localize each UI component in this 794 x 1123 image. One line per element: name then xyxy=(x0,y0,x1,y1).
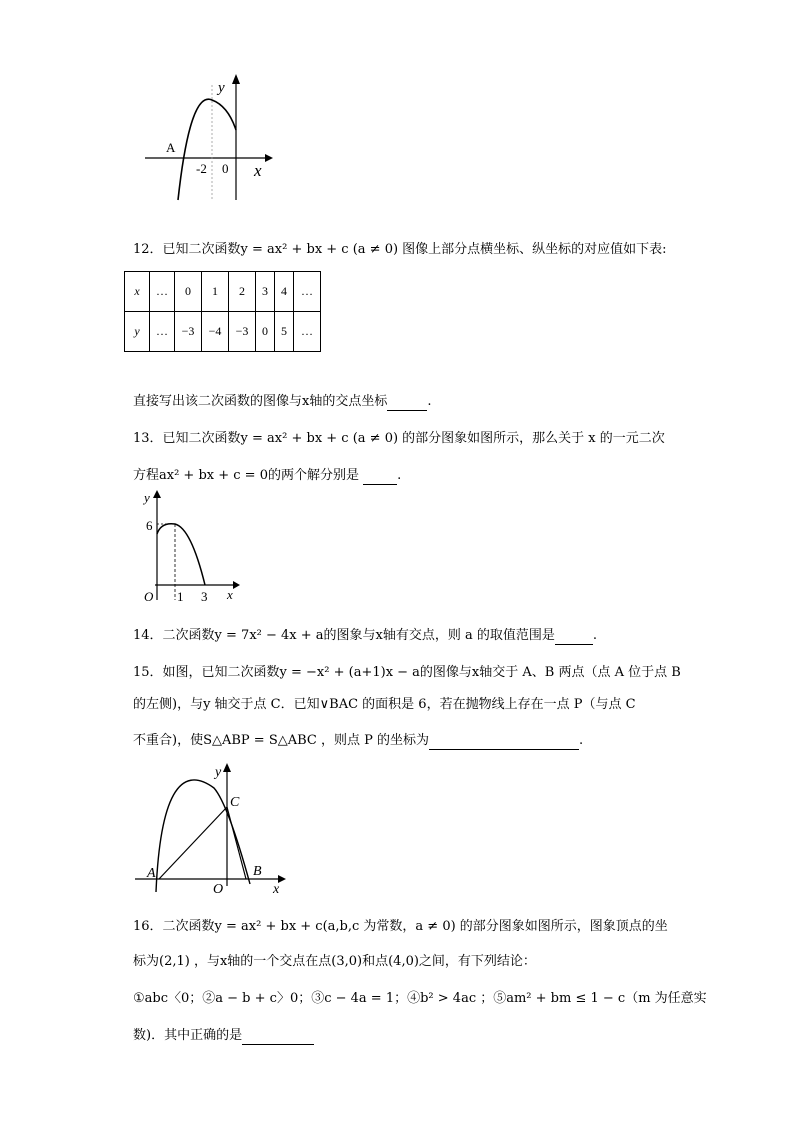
table-cell: 2 xyxy=(229,272,256,312)
q16-line4-text: 数)．其中正确的是 xyxy=(133,1028,243,1043)
q16-line2: 标为(2,1) ，与x轴的一个交点在点(3,0)和点(4,0)之间，有下列结论： xyxy=(133,954,536,969)
q14 xyxy=(133,627,597,645)
table-row-x xyxy=(125,272,321,312)
table-cell: −4 xyxy=(202,312,229,352)
graph2-x-arrow xyxy=(233,581,240,589)
table-cell: … xyxy=(294,272,321,312)
table-cell: y xyxy=(125,312,150,352)
period: . xyxy=(397,468,402,483)
answer-blank xyxy=(555,630,593,645)
graph-1 xyxy=(140,70,280,205)
graph3-point-c: C xyxy=(230,795,240,810)
graph-2 xyxy=(135,488,245,608)
table-cell: 0 xyxy=(256,312,275,352)
graph2-y-arrow xyxy=(153,490,161,498)
graph2-origin: O xyxy=(144,589,154,604)
graph3-x-label: x xyxy=(273,882,280,895)
table-cell: … xyxy=(294,312,321,352)
table-cell: 1 xyxy=(202,272,229,312)
period: . xyxy=(579,733,584,748)
graph2-x-label: x xyxy=(227,587,233,602)
graph3-point-a: A xyxy=(147,866,156,881)
answer-blank xyxy=(363,470,397,485)
table-cell: −3 xyxy=(229,312,256,352)
graph3-origin: O xyxy=(213,882,224,895)
graph1-parabola xyxy=(178,99,236,200)
q12-ask-text: 直接写出该二次函数的图像与x轴的交点坐标 xyxy=(133,394,388,409)
graph2-y-label: y xyxy=(144,490,150,505)
q12-value-table xyxy=(124,271,321,352)
q15-line3-text: 不重合)，使S△ABP = S△ABC ，则点 P 的坐标为 xyxy=(133,733,429,748)
graph1-tick-neg2: -2 xyxy=(196,161,207,176)
table-row-y xyxy=(125,312,321,352)
graph2-tick-3: 3 xyxy=(201,589,208,604)
q13-line2-text: 方程ax² + bx + c = 0的两个解分别是 xyxy=(133,468,359,483)
graph2-tick-6: 6 xyxy=(146,518,153,533)
table-cell: … xyxy=(150,272,175,312)
q15-line2: 的左侧)，与y 轴交于点 C．已知∨BAC 的面积是 6，若在抛物线上存在一点 P（与点 C xyxy=(133,697,636,712)
answer-blank xyxy=(242,1030,314,1045)
graph1-x-label: x xyxy=(254,161,262,180)
q13-line2 xyxy=(133,467,401,485)
graph3-segment-cb xyxy=(227,807,246,879)
graph-3 xyxy=(130,760,290,895)
period: . xyxy=(427,394,432,409)
q16-line4 xyxy=(133,1027,314,1045)
q13-line1: 13．已知二次函数y = ax² + bx + c (a ≠ 0) 的部分图象如图所示，那么关于 x 的一元二次 xyxy=(133,431,665,446)
period: . xyxy=(592,628,598,643)
q12-ask xyxy=(133,393,431,411)
graph3-point-b: B xyxy=(253,864,262,879)
q16-line1: 16．二次函数y = ax² + bx + c(a,b,c 为常数，a ≠ 0) 的部分图象如图所示，图象顶点的坐 xyxy=(133,919,668,934)
answer-blank xyxy=(387,396,427,411)
table-cell: x xyxy=(125,272,150,312)
q16-line3: ①abc〈0；②a − b + c〉0；③c − 4a = 1；④b² > 4ac ；⑤am² + bm ≤ 1 − c（m 为任意实 xyxy=(133,991,707,1006)
q15-line1: 15．如图，已知二次函数y = −x² + (a+1)x − a的图像与x轴交于 A、B 两点（点 A 位于点 B xyxy=(133,665,681,680)
table-cell: … xyxy=(150,312,175,352)
q12-stem: 12．已知二次函数y = ax² + bx + c (a ≠ 0) 图像上部分点横坐标、纵坐标的对应值如下表: xyxy=(133,242,667,257)
table-cell: 3 xyxy=(256,272,275,312)
graph2-parabola xyxy=(157,524,205,585)
q15-line3 xyxy=(133,732,583,750)
table-cell: 0 xyxy=(175,272,202,312)
graph1-x-arrow xyxy=(265,154,273,162)
graph1-y-label: y xyxy=(218,80,225,96)
graph1-origin: 0 xyxy=(222,161,229,176)
table-cell: 5 xyxy=(275,312,294,352)
table-cell: 4 xyxy=(275,272,294,312)
answer-blank xyxy=(429,735,579,750)
graph3-y-arrow xyxy=(223,763,231,772)
q14-text: 14．二次函数y = 7x² − 4x + a的图象与x轴有交点，则 a 的取值范围是 xyxy=(133,628,555,643)
graph2-tick-1: 1 xyxy=(177,589,184,604)
table-cell: −3 xyxy=(175,312,202,352)
graph1-point-a: A xyxy=(166,140,176,155)
graph3-y-label: y xyxy=(215,765,222,780)
graph1-y-arrow xyxy=(232,74,240,84)
graph3-segment-ac xyxy=(159,807,227,879)
